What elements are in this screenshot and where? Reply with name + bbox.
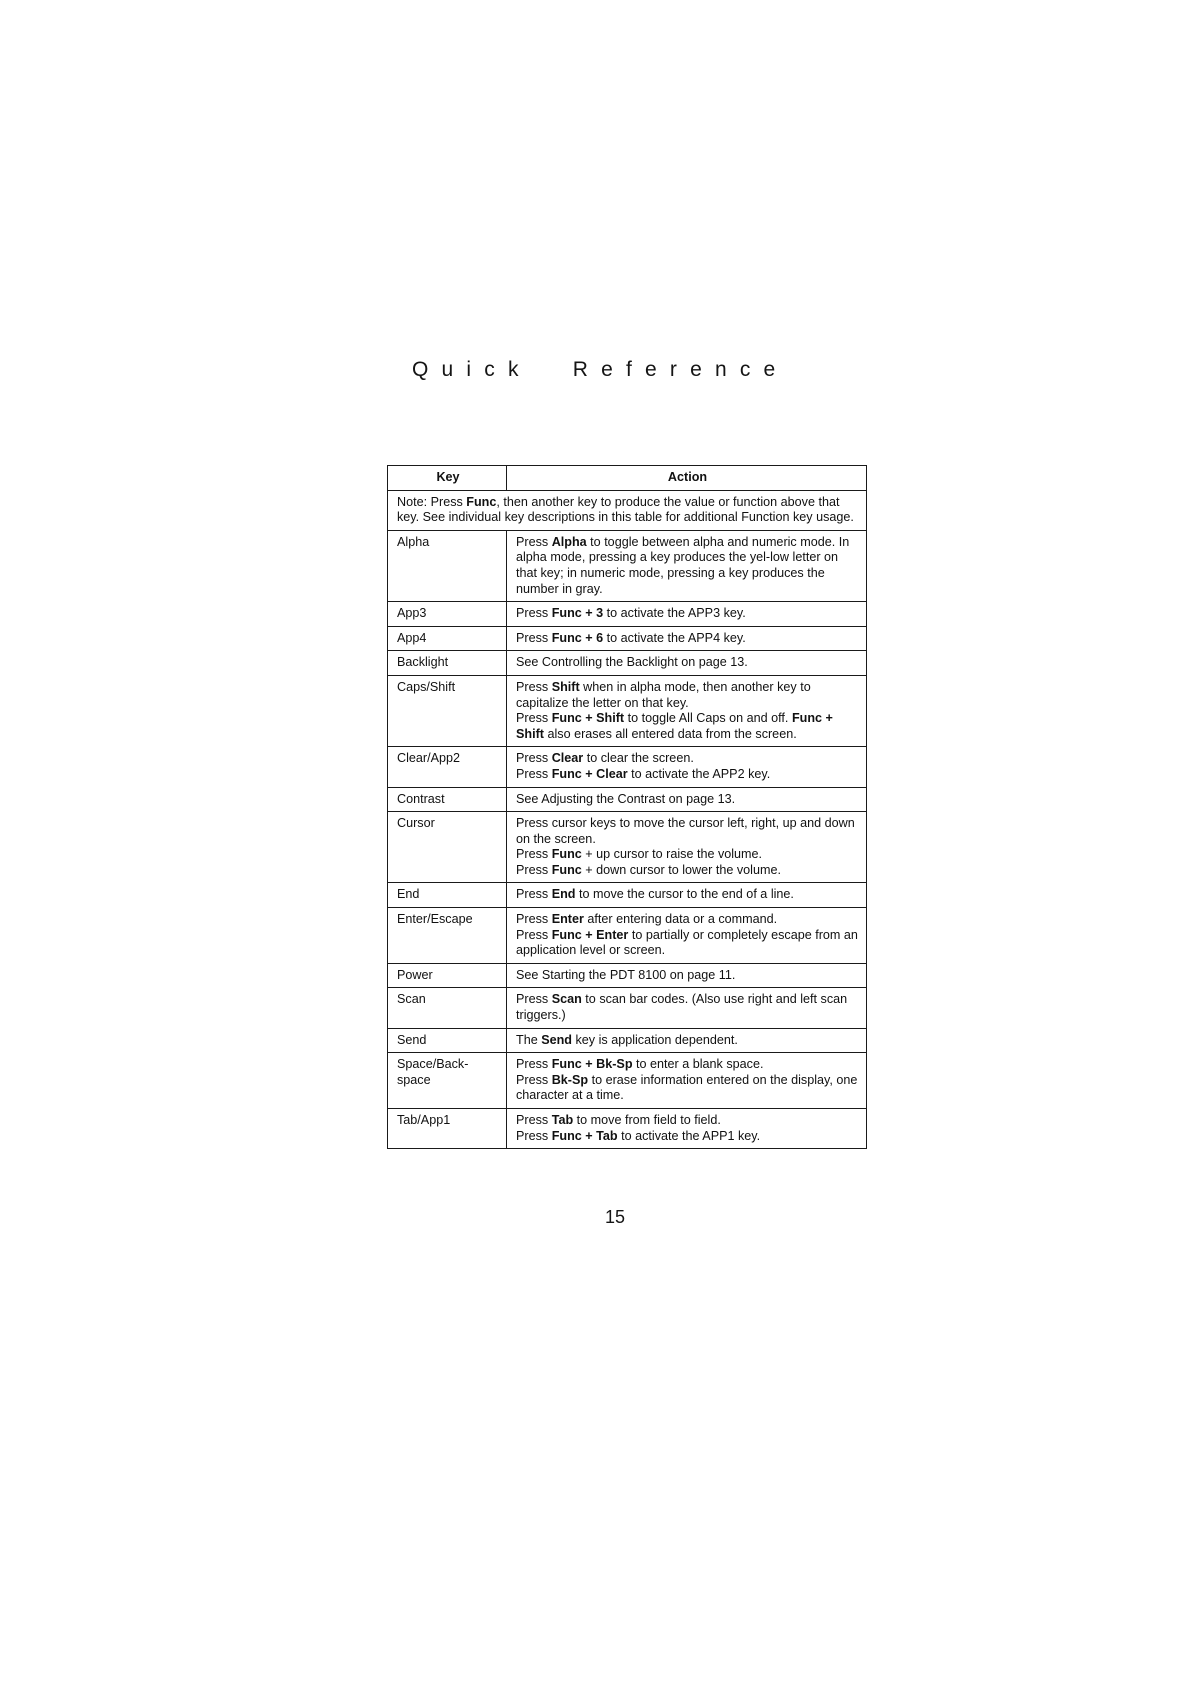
key-cell: Cursor — [388, 812, 507, 883]
table-row — [388, 1053, 867, 1109]
page-number: 15 — [604, 1207, 626, 1227]
bold-key-name: Scan — [551, 992, 582, 1007]
text-run: The — [516, 1032, 542, 1047]
action-line — [516, 631, 859, 647]
table-row — [388, 812, 867, 883]
text-run: Press — [516, 847, 552, 862]
key-cell: Clear/App2 — [388, 747, 507, 787]
key-cell: Power — [388, 963, 507, 988]
table-row — [388, 530, 867, 601]
table-row — [388, 1109, 867, 1149]
page-title: Quick Reference — [412, 358, 789, 381]
table-row — [388, 908, 867, 964]
action-line — [516, 1113, 859, 1129]
action-line — [516, 928, 859, 959]
bold-key-name: Bk-Sp — [551, 1072, 589, 1087]
action-line — [516, 680, 859, 711]
key-cell: Backlight — [388, 651, 507, 676]
text-run: Press — [516, 992, 552, 1007]
text-run: to move from field to field. — [573, 1113, 721, 1127]
action-line — [516, 767, 859, 783]
text-run: to toggle All Caps on and off. — [624, 711, 792, 726]
bold-key-name: Send — [541, 1032, 572, 1047]
note-row — [388, 490, 867, 530]
key-cell: Send — [388, 1028, 507, 1053]
text-run: to activate the APP1 key. — [617, 1128, 761, 1143]
action-line — [516, 655, 859, 671]
text-run: Press — [516, 1128, 552, 1143]
key-cell: End — [388, 883, 507, 908]
text-run: See Adjusting the Contrast on page 13. — [516, 791, 736, 806]
action-cell — [507, 530, 867, 601]
action-line — [516, 711, 859, 742]
text-run: Press — [516, 534, 552, 549]
action-line — [516, 968, 859, 984]
text-run: Press — [516, 862, 552, 877]
key-cell: Enter/Escape — [388, 908, 507, 964]
action-cell — [507, 908, 867, 964]
action-line — [516, 792, 859, 808]
action-line — [516, 1073, 859, 1104]
key-cell: App3 — [388, 602, 507, 627]
text-run: to activate the APP3 key. — [603, 606, 746, 621]
bold-key-name: Func + 6 — [551, 630, 604, 645]
text-run: to toggle between alpha and numeric mode. In alpha mode, pressing a key produces the yel-low letter on that key; in numeric mode, pressing a key produces the number in gray. — [516, 534, 850, 596]
action-line — [516, 1057, 859, 1073]
bold-key-name: Tab — [551, 1113, 574, 1127]
action-cell — [507, 1053, 867, 1109]
text-run: also erases all entered data from the screen. — [543, 726, 797, 741]
table-body — [388, 490, 867, 1149]
action-line — [516, 606, 859, 622]
text-run: to erase information entered on the display, one character at a time. — [516, 1072, 858, 1103]
action-cell — [507, 963, 867, 988]
note-cell — [388, 490, 867, 530]
text-run: to partially or completely escape from an application level or screen. — [516, 927, 858, 958]
text-run: Press — [516, 751, 552, 766]
bold-key-name: End — [551, 887, 576, 902]
action-line — [516, 863, 859, 879]
text-run: Press — [516, 1113, 552, 1127]
key-cell: Tab/App1 — [388, 1109, 507, 1149]
table-row — [388, 602, 867, 627]
text-run: to scan bar codes. (Also use right and left scan triggers.) — [516, 992, 848, 1023]
action-cell — [507, 988, 867, 1028]
action-line — [516, 1129, 859, 1145]
action-line — [516, 751, 859, 767]
bold-key-name: Func + Clear — [551, 766, 628, 781]
text-run: Press — [516, 1057, 552, 1072]
bold-key-name: Alpha — [551, 534, 587, 549]
action-cell — [507, 651, 867, 676]
text-run: Press — [516, 711, 552, 726]
action-cell — [507, 602, 867, 627]
text-run: to activate the APP4 key. — [603, 630, 746, 645]
text-run: Press — [516, 630, 552, 645]
table-row — [388, 651, 867, 676]
action-cell — [507, 1028, 867, 1053]
key-cell: App4 — [388, 626, 507, 651]
action-line — [516, 992, 859, 1023]
text-run: + down cursor to lower the volume. — [581, 862, 781, 877]
text-run: to move the cursor to the end of a line. — [575, 887, 794, 902]
table-row — [388, 963, 867, 988]
key-cell: Caps/Shift — [388, 675, 507, 746]
key-cell: Space/Back-space — [388, 1053, 507, 1109]
text-run: to clear the screen. — [583, 751, 694, 766]
table-row — [388, 1028, 867, 1053]
action-line — [516, 816, 859, 847]
text-run: Press — [516, 766, 552, 781]
table-row — [388, 626, 867, 651]
bold-key-name: Func + Bk-Sp — [551, 1057, 633, 1072]
text-run: Press — [516, 679, 552, 694]
bold-key-name: Func + Enter — [551, 927, 629, 942]
action-cell — [507, 883, 867, 908]
text-run: after entering data or a command. — [583, 912, 778, 927]
bold-key-name: Func — [466, 494, 497, 509]
action-line — [516, 847, 859, 863]
action-cell — [507, 626, 867, 651]
text-run: Press cursor keys to move the cursor left, right, up and down on the screen. — [516, 816, 855, 846]
text-run: to activate the APP2 key. — [627, 766, 771, 781]
text-run: Note: Press — [397, 494, 467, 509]
table-row — [388, 675, 867, 746]
text-run: key is application dependent. — [572, 1032, 738, 1047]
key-cell: Alpha — [388, 530, 507, 601]
bold-key-name: Func + Shift — [551, 711, 625, 726]
action-line — [516, 887, 859, 903]
text-run: Press — [516, 912, 552, 927]
text-run: Press — [516, 927, 552, 942]
action-line — [516, 912, 859, 928]
text-run: Press — [516, 606, 552, 621]
key-cell: Scan — [388, 988, 507, 1028]
action-cell — [507, 787, 867, 812]
text-run: to enter a blank space. — [632, 1057, 764, 1072]
key-column-header: Key — [388, 466, 507, 491]
bold-key-name: Shift — [551, 679, 580, 694]
text-run: , then another key to produce the value or function above that key. See individual key descriptions in this table for additional Function key usage. — [397, 494, 854, 525]
bold-key-name: Func + Tab — [551, 1128, 618, 1143]
quick-reference-table — [387, 465, 867, 1149]
text-run: See Controlling the Backlight on page 13. — [516, 655, 748, 670]
bold-key-name: Func + 3 — [551, 606, 604, 621]
table-header-row — [388, 466, 867, 491]
text-run: Press — [516, 887, 552, 902]
bold-key-name: Func + Shift — [516, 711, 833, 741]
table-row — [388, 747, 867, 787]
table-row — [388, 787, 867, 812]
text-run: + up cursor to raise the volume. — [581, 847, 763, 862]
table-row — [388, 988, 867, 1028]
action-cell — [507, 812, 867, 883]
bold-key-name: Func — [551, 862, 582, 877]
action-column-header: Action — [507, 466, 867, 491]
key-cell: Contrast — [388, 787, 507, 812]
bold-key-name: Func — [551, 847, 582, 862]
text-run: when in alpha mode, then another key to capitalize the letter on that key. — [516, 679, 811, 710]
table-row — [388, 883, 867, 908]
bold-key-name: Clear — [551, 751, 584, 766]
action-line — [516, 535, 859, 597]
action-line — [516, 1033, 859, 1049]
text-run: Press — [516, 1072, 552, 1087]
bold-key-name: Enter — [551, 912, 584, 927]
text-run: See Starting the PDT 8100 on page 11. — [516, 967, 736, 982]
action-cell — [507, 1109, 867, 1149]
action-cell — [507, 675, 867, 746]
action-cell — [507, 747, 867, 787]
